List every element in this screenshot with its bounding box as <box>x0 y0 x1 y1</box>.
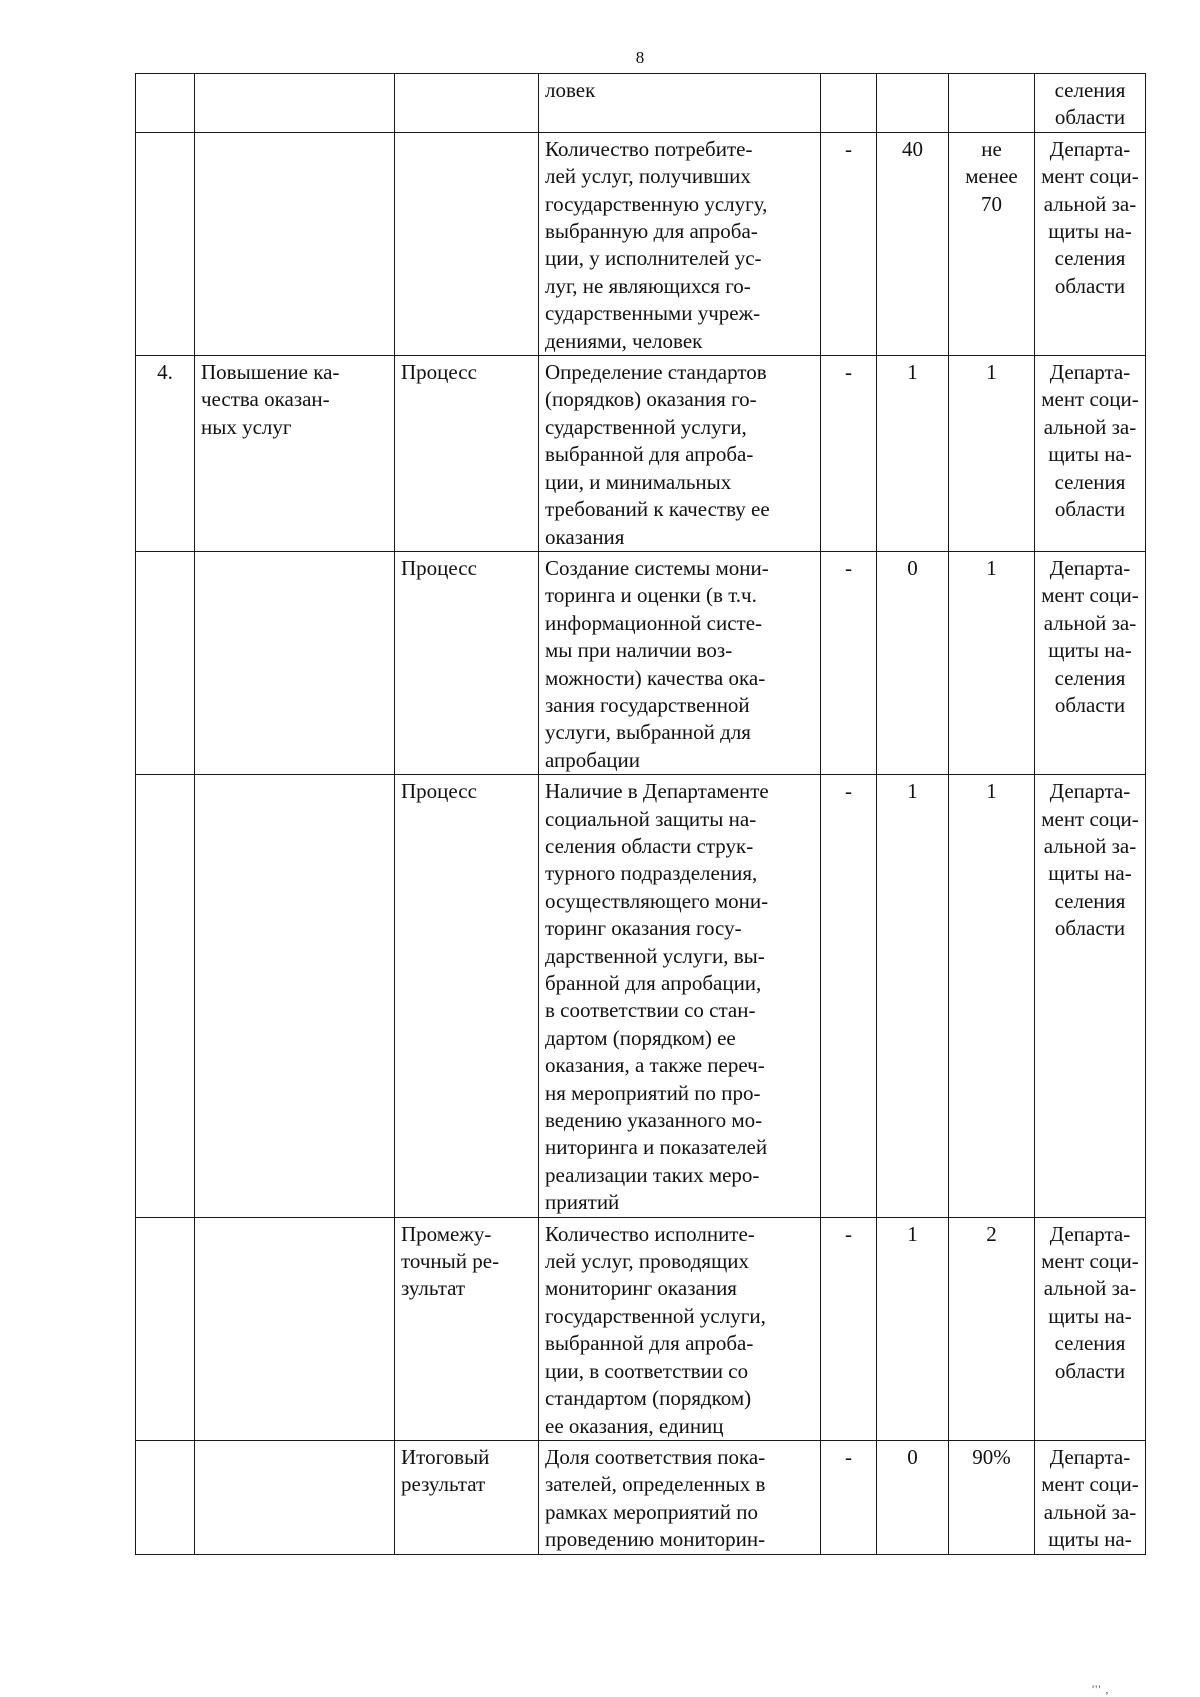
cell-line: - <box>845 136 852 161</box>
table-row <box>136 356 1146 552</box>
cell-line: альной за- <box>1043 414 1137 439</box>
cell-line: щиты на- <box>1048 1303 1132 1328</box>
cell-line: дартом (порядком) ее <box>545 1025 736 1050</box>
cell-line: - <box>845 360 852 385</box>
cell-value-1 <box>877 551 949 774</box>
cell-line: лей услуг, получивших <box>545 164 751 189</box>
cell-line: не <box>981 136 1002 161</box>
cell-line: рамках мероприятий по <box>545 1499 758 1524</box>
cell-indicator-type <box>395 356 539 552</box>
cell-line: чества оказан- <box>201 387 330 412</box>
cell-line: реализации таких меро- <box>545 1162 760 1187</box>
cell-line: ловек <box>545 78 596 102</box>
cell-responsible <box>1035 132 1146 355</box>
cell-line: дениями, человек <box>545 328 703 353</box>
cell-line: 40 <box>902 136 923 161</box>
cell-base-value <box>821 1217 877 1440</box>
cell-line: области <box>1054 1358 1126 1383</box>
cell-line: можности) качества ока- <box>545 665 766 690</box>
cell-value-2 <box>949 551 1035 774</box>
table-row <box>136 1217 1146 1440</box>
cell-line: мы при наличии воз- <box>545 638 733 663</box>
cell-responsible <box>1035 1440 1146 1554</box>
cell-line: Департа- <box>1049 360 1131 385</box>
cell-line: щиты на- <box>1048 219 1132 244</box>
cell-line: Количество исполните- <box>545 1221 755 1246</box>
cell-line: альной за- <box>1043 610 1137 635</box>
cell-line: торинга и оценки (в т.ч. <box>545 583 757 608</box>
cell-value-2 <box>949 356 1035 552</box>
cell-number <box>136 74 195 133</box>
cell-line: в соответствии со стан- <box>545 998 756 1023</box>
cell-line: турного подразделения, <box>545 861 758 886</box>
cell-line: 1 <box>986 779 997 804</box>
cell-line: щиты на- <box>1048 1527 1132 1552</box>
cell-line: осуществляющего мони- <box>545 888 769 913</box>
cell-value-1 <box>877 132 949 355</box>
cell-indicator <box>539 775 821 1218</box>
cell-line: оказания <box>545 524 625 549</box>
cell-line: области <box>1054 105 1126 130</box>
cell-line: мент соци- <box>1041 164 1139 189</box>
cell-line: - <box>845 1444 852 1469</box>
cell-value-2 <box>949 1440 1035 1554</box>
cell-line: Итоговый <box>401 1444 490 1469</box>
cell-line: селения <box>1054 888 1126 913</box>
cell-line: (порядков) оказания го- <box>545 387 757 412</box>
cell-line: мент соци- <box>1041 1472 1139 1497</box>
cell-responsible <box>1035 551 1146 774</box>
cell-indicator-type <box>395 551 539 774</box>
cell-line: Процесс <box>401 555 477 580</box>
cell-line: луг, не являющихся го- <box>545 273 751 298</box>
cell-line: мониторинг оказания <box>545 1276 737 1301</box>
cell-line: альной за- <box>1043 1499 1137 1524</box>
cell-line: области <box>1054 692 1126 717</box>
cell-line: 70 <box>981 191 1002 216</box>
cell-line: 1 <box>986 555 997 580</box>
cell-indicator-type <box>395 1440 539 1554</box>
cell-indicator <box>539 551 821 774</box>
cell-line: лей услуг, проводящих <box>545 1249 749 1274</box>
cell-line: мент соци- <box>1041 1249 1139 1274</box>
cell-line: ции, у исполнителей ус- <box>545 246 762 271</box>
cell-line: мент соци- <box>1041 583 1139 608</box>
cell-line: Повышение ка- <box>201 360 340 385</box>
table-body <box>136 74 1146 1555</box>
cell-line: ня мероприятий по про- <box>545 1080 761 1105</box>
cell-line: Департа- <box>1049 1444 1131 1469</box>
cell-line: государственной услуги, <box>545 1303 766 1328</box>
cell-line: Процесс <box>401 360 477 385</box>
cell-line: 1 <box>907 360 918 385</box>
cell-base-value <box>821 551 877 774</box>
cell-number <box>136 132 195 355</box>
cell-line: области <box>1054 497 1126 522</box>
cell-line: ции, и минимальных <box>545 469 732 494</box>
cell-task <box>195 356 395 552</box>
cell-line: ции, в соответствии со <box>545 1358 749 1383</box>
cell-line: Доля соответствия пока- <box>545 1444 766 1469</box>
cell-base-value <box>821 132 877 355</box>
cell-number <box>136 356 195 552</box>
cell-line: сударственной услуги, <box>545 414 747 439</box>
cell-line: дарственной услуги, вы- <box>545 943 765 968</box>
cell-line: селения области струк- <box>545 833 754 858</box>
cell-task <box>195 132 395 355</box>
cell-value-1 <box>877 1440 949 1554</box>
cell-line: ведению указанного мо- <box>545 1108 763 1133</box>
page-number: 8 <box>635 48 645 67</box>
cell-value-2 <box>949 132 1035 355</box>
cell-line: Департа- <box>1049 555 1131 580</box>
cell-line: щиты на- <box>1048 442 1132 467</box>
cell-line: Промежу- <box>401 1221 492 1246</box>
cell-indicator <box>539 1217 821 1440</box>
cell-line: мент соци- <box>1041 806 1139 831</box>
cell-indicator <box>539 132 821 355</box>
cell-number <box>136 1440 195 1554</box>
cell-indicator <box>539 356 821 552</box>
cell-line: проведению мониторин- <box>545 1527 766 1552</box>
table-row <box>136 1440 1146 1554</box>
cell-line: 1 <box>907 779 918 804</box>
cell-value-2 <box>949 1217 1035 1440</box>
cell-line: выбранную для апроба- <box>545 219 758 244</box>
cell-line: социальной защиты на- <box>545 806 757 831</box>
cell-indicator <box>539 74 821 133</box>
cell-line: 2 <box>986 1221 997 1246</box>
cell-line: селения <box>1054 246 1126 271</box>
cell-indicator-type <box>395 1217 539 1440</box>
cell-line: - <box>845 555 852 580</box>
cell-line: 4. <box>157 360 173 385</box>
cell-line: селения <box>1054 665 1126 690</box>
cell-line: Создание системы мони- <box>545 555 769 580</box>
cell-value-2 <box>949 74 1035 133</box>
cell-task <box>195 775 395 1218</box>
cell-line: - <box>845 779 852 804</box>
cell-task <box>195 1440 395 1554</box>
cell-base-value <box>821 356 877 552</box>
cell-line: точный ре- <box>401 1249 500 1274</box>
cell-line: Департа- <box>1049 1221 1131 1246</box>
stray-mark: ''' , <box>1092 1682 1110 1696</box>
cell-number <box>136 1217 195 1440</box>
cell-task <box>195 74 395 133</box>
cell-line: 90% <box>972 1444 1011 1469</box>
table-row <box>136 74 1146 133</box>
cell-line: информационной систе- <box>545 610 763 635</box>
cell-line: Департа- <box>1049 136 1131 161</box>
cell-number <box>136 775 195 1218</box>
cell-value-1 <box>877 74 949 133</box>
cell-line: результат <box>401 1472 486 1497</box>
cell-line: бранной для апробации, <box>545 971 762 995</box>
cell-line: стандартом (порядком) <box>545 1386 752 1411</box>
cell-line: зультат <box>401 1276 466 1301</box>
cell-line: Процесс <box>401 779 477 804</box>
cell-line: зания государственной <box>545 692 750 717</box>
cell-line: Наличие в Департаменте <box>545 779 769 804</box>
cell-line: области <box>1054 273 1126 298</box>
cell-line: 0 <box>907 1444 918 1469</box>
cell-line: менее <box>965 164 1018 189</box>
cell-line: 1 <box>907 1221 918 1246</box>
cell-line: услуги, выбранной для <box>545 720 751 745</box>
cell-responsible <box>1035 74 1146 133</box>
cell-indicator-type <box>395 74 539 133</box>
cell-line: 1 <box>986 360 997 385</box>
cell-indicator <box>539 1440 821 1554</box>
cell-line: выбранной для апроба- <box>545 442 754 467</box>
cell-value-1 <box>877 1217 949 1440</box>
cell-value-1 <box>877 775 949 1218</box>
table-row <box>136 775 1146 1218</box>
cell-line: Количество потребите- <box>545 136 753 161</box>
cell-responsible <box>1035 1217 1146 1440</box>
cell-line: государственную услугу, <box>545 191 768 216</box>
cell-line: ных услуг <box>201 414 292 439</box>
cell-indicator-type <box>395 132 539 355</box>
cell-line: сударственными учреж- <box>545 301 761 326</box>
cell-line: выбранной для апроба- <box>545 1331 754 1356</box>
cell-line: апробации <box>545 747 641 772</box>
cell-line: 0 <box>907 555 918 580</box>
table-row <box>136 551 1146 774</box>
cell-line: ниторинга и показателей <box>545 1135 768 1160</box>
indicators-table <box>135 73 1146 1555</box>
cell-line: Определение стандартов <box>545 360 767 385</box>
cell-responsible <box>1035 775 1146 1218</box>
cell-line: ее оказания, единиц <box>545 1413 724 1438</box>
cell-base-value <box>821 775 877 1218</box>
cell-value-1 <box>877 356 949 552</box>
cell-line: Департа- <box>1049 779 1131 804</box>
cell-value-2 <box>949 775 1035 1218</box>
cell-base-value <box>821 74 877 133</box>
cell-line: альной за- <box>1043 191 1137 216</box>
cell-line: альной за- <box>1043 833 1137 858</box>
cell-responsible <box>1035 356 1146 552</box>
cell-line: требований к качеству ее <box>545 497 770 522</box>
cell-task <box>195 551 395 774</box>
cell-number <box>136 551 195 774</box>
cell-line: приятий <box>545 1190 620 1215</box>
table-row <box>136 132 1146 355</box>
cell-task <box>195 1217 395 1440</box>
cell-line: селения <box>1054 1331 1126 1356</box>
cell-indicator-type <box>395 775 539 1218</box>
cell-line: селения <box>1054 469 1126 494</box>
cell-line: области <box>1054 916 1126 941</box>
cell-line: - <box>845 1221 852 1246</box>
cell-line: альной за- <box>1043 1276 1137 1301</box>
cell-line: щиты на- <box>1048 861 1132 886</box>
cell-line: селения <box>1054 78 1126 102</box>
cell-base-value <box>821 1440 877 1554</box>
cell-line: зателей, определенных в <box>545 1472 766 1497</box>
cell-line: оказания, а также переч- <box>545 1053 765 1078</box>
cell-line: мент соци- <box>1041 387 1139 412</box>
cell-line: торинг оказания госу- <box>545 916 742 941</box>
cell-line: щиты на- <box>1048 638 1132 663</box>
